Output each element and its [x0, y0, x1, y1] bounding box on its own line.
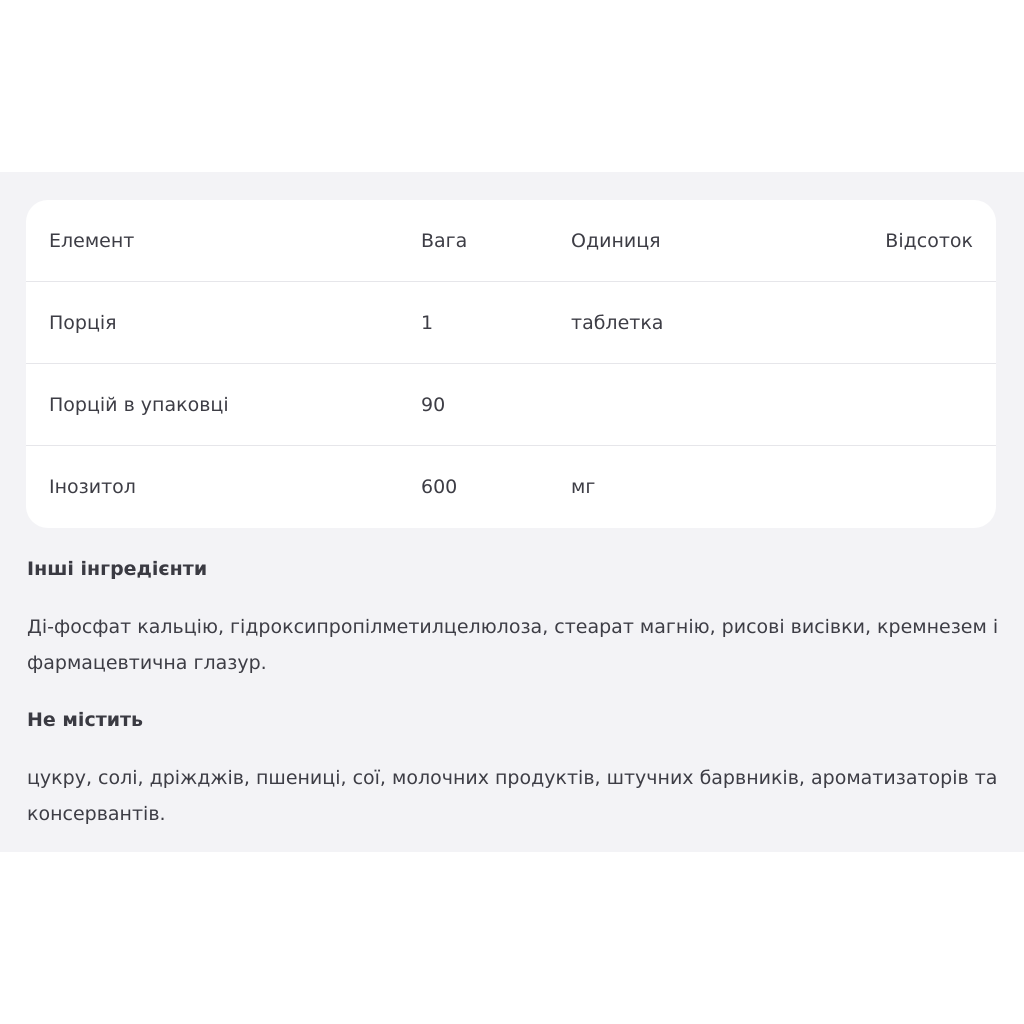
table-row	[26, 282, 996, 364]
table-header-row	[26, 200, 996, 282]
header-element: Елемент	[49, 230, 135, 252]
cell-unit: таблетка	[571, 312, 664, 334]
header-unit: Одиниця	[571, 230, 661, 252]
product-info-panel	[0, 172, 1024, 852]
table-row	[26, 364, 996, 446]
does-not-contain-text: цукру, солі, дріжджів, пшениці, сої, молочних продуктів, штучних барвників, ароматизаторів та консервантів.	[27, 767, 998, 825]
nutrition-table	[26, 200, 996, 528]
does-not-contain-title: Не містить	[27, 709, 144, 731]
cell-weight: 600	[421, 476, 458, 498]
header-percent: Відсоток	[885, 230, 973, 252]
cell-element: Порція	[49, 312, 117, 334]
other-ingredients-text: Ді-фосфат кальцію, гідроксипропілметилцелюлоза, стеарат магнію, рисові висівки, кремнезем і фармацевтична глазур.	[27, 616, 999, 674]
cell-unit: мг	[571, 476, 596, 498]
cell-weight: 1	[421, 312, 434, 334]
cell-element: Порцій в упаковці	[49, 394, 229, 416]
header-weight: Вага	[421, 230, 468, 252]
table-row	[26, 446, 996, 528]
cell-element: Інозитол	[49, 476, 136, 498]
cell-weight: 90	[421, 394, 446, 416]
other-ingredients-title: Інші інгредієнти	[27, 558, 208, 580]
